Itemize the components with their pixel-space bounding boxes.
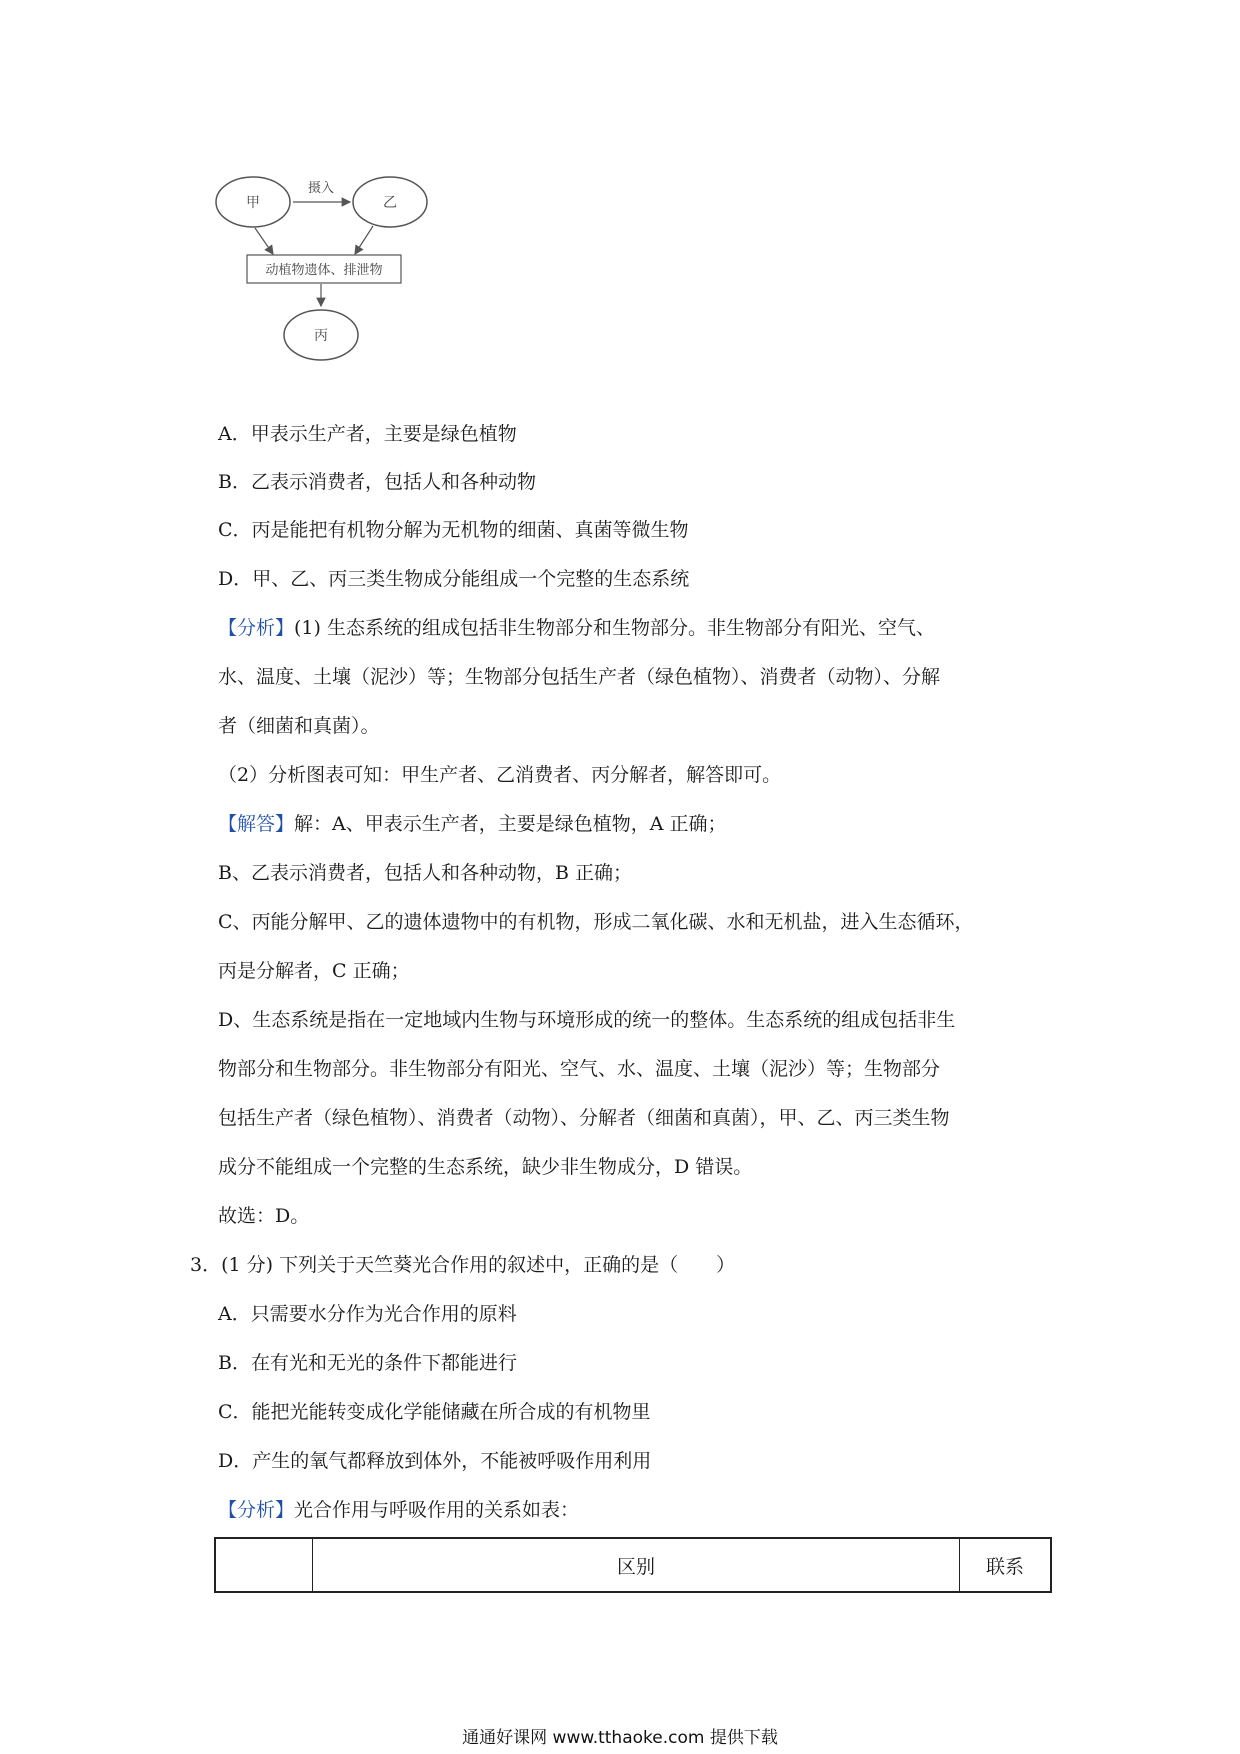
answer-line-8: 成分不能组成一个完整的生态系统，缺少非生物成分，D 错误。: [218, 1156, 753, 1178]
option-b: B．乙表示消费者，包括人和各种动物: [218, 471, 536, 493]
analysis-line-4: （2）分析图表可知：甲生产者、乙消费者、丙分解者，解答即可。: [218, 764, 782, 786]
analysis-line-2: 水、温度、土壤（泥沙）等；生物部分包括生产者（绿色植物）、消费者（动物）、分解: [218, 666, 941, 688]
q3-analysis-line: 【分析】光合作用与呼吸作用的关系如表：: [218, 1499, 580, 1521]
arrow-b-to-box: [355, 226, 373, 254]
page-footer: 通通好课网 www.tthaoke.com 提供下载: [462, 1728, 778, 1748]
analysis-line-1: 【分析】(1) 生态系统的组成包括非生物部分和生物部分。非生物部分有阳光、空气、: [218, 617, 935, 639]
table-header-relation: 联系: [985, 1555, 1024, 1578]
option-c: C．丙是能把有机物分解为无机物的细菌、真菌等微生物: [218, 519, 689, 541]
q3-option-b: B．在有光和无光的条件下都能进行: [218, 1352, 517, 1374]
option-d: D．甲、乙、丙三类生物成分能组成一个完整的生态系统: [218, 568, 690, 590]
answer-line-1: 【解答】解：A、甲表示生产者，主要是绿色植物，A 正确；: [218, 813, 727, 835]
box-label: 动植物遗体、排泄物: [265, 263, 383, 278]
answer-line-4: 丙是分解者，C 正确；: [218, 960, 410, 982]
q3-option-d: D．产生的氧气都释放到体外，不能被呼吸作用利用: [218, 1450, 652, 1472]
q3-analysis-tag: 【分析】: [218, 1499, 295, 1521]
arrow-label: 摄入: [307, 181, 335, 196]
answer-line-5: D、生态系统是指在一定地域内生物与环境形成的统一的整体。生态系统的组成包括非生: [218, 1009, 956, 1031]
q3-option-a: A．只需要水分作为光合作用的原料: [218, 1303, 517, 1325]
table-header-cell-empty: [216, 1539, 313, 1591]
arrow-a-to-box: [255, 228, 273, 254]
diagram-svg: [215, 170, 435, 370]
question-3: 3．(1 分) 下列关于天竺葵光合作用的叙述中，正确的是（ ）: [190, 1254, 736, 1276]
answer-choice: 故选：D。: [218, 1205, 310, 1227]
answer-tag: 【解答】: [218, 813, 295, 835]
answer-line-2: B、乙表示消费者，包括人和各种动物，B 正确；: [218, 862, 632, 884]
food-chain-diagram: [215, 170, 435, 370]
node-c-label: 丙: [314, 328, 328, 344]
analysis-line-3: 者（细菌和真菌）。: [218, 715, 380, 737]
answer-line-7: 包括生产者（绿色植物）、消费者（动物）、分解者（细菌和真菌），甲、乙、丙三类生物: [218, 1107, 950, 1129]
relation-table: [214, 1537, 1052, 1593]
q3-option-c: C．能把光能转变成化学能储藏在所合成的有机物里: [218, 1401, 651, 1423]
answer-line-6: 物部分和生物部分。非生物部分有阳光、空气、水、温度、土壤（泥沙）等；生物部分: [218, 1058, 941, 1080]
analysis-tag: 【分析】: [218, 617, 295, 639]
node-b-label: 乙: [383, 195, 397, 211]
node-a-label: 甲: [246, 195, 260, 211]
option-a: A．甲表示生产者，主要是绿色植物: [218, 423, 517, 445]
answer-line-3: C、丙能分解甲、乙的遗体遗物中的有机物，形成二氧化碳、水和无机盐，进入生态循环，: [218, 911, 974, 933]
table-header-difference: 区别: [313, 1539, 960, 1591]
